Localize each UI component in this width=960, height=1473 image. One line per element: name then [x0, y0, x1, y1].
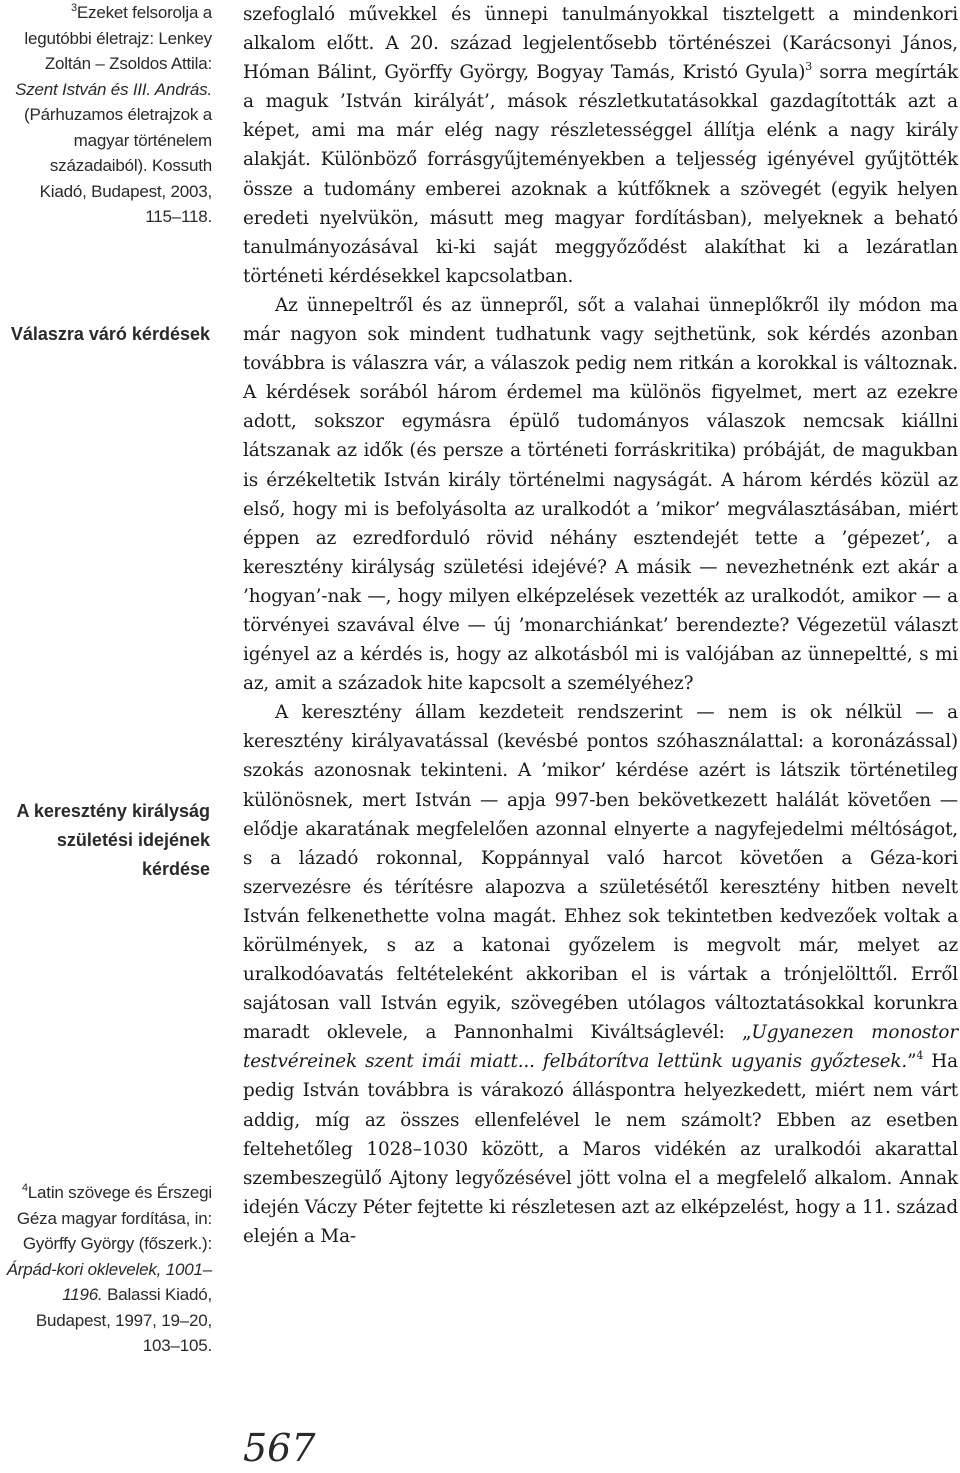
- paragraph-3-text-cont: Ha pedig István továbbra is várakozó álláspontra helyezkedett, miért nem várt addig, míg az összes ellenfelével le nem számolt? Ebben az esetben feltehetőleg 1028–1030 között, a Maros vidékén az uralkodói akarattal szembeszegülő Ajtony legyőzésével jött volna el a megfelelő alkalom. Annak idején Váczy Péter fejtette ki részletesen azt az elképzelést, hogy a 11. század elején a Ma-: [243, 1051, 958, 1247]
- paragraph-3: [243, 698, 958, 1251]
- paragraph-1-text-cont: sorra megírták a maguk ’István királyát’, mások részletkutatásokkal gazdagították azt a képet, ami ma már elég nagy részletességgel állítja elénk a nagy király alakját. Különböző forrásgyűjteményekben a teljesség igényével gyűjtötték össze a tudomány emberei azoknak a kútfőknek a szövegét (egyik helyen eredeti nyelvükön, másutt meg magyar fordításban), melyeknek a beható tanulmányozásával ki-ki saját meggyőződést alakíthat ki a lezáratlan történeti kérdésekkel kapcsolatban.: [243, 62, 959, 287]
- paragraph-1-text: szefoglaló művekkel és ünnepi tanulmányokkal tisztelgett a mindenkori alkalom előtt. A 20. század legjelentősebb történészei (Karácsonyi János, Hóman Bálint, Györffy György, Bogyay Tamás, Kristó Gyula): [243, 4, 958, 84]
- footnote-4-rest: Balassi Kiadó, Budapest, 1997, 19–20, 103–105.: [35, 1285, 212, 1355]
- footnote-3-number: 3: [70, 2, 77, 14]
- footnote-4-text: Latin szövege és Érszegi Géza magyar fordítása, in: Györffy György (főszerk.):: [16, 1183, 212, 1253]
- footnote-4: [0, 1180, 212, 1359]
- main-text: [243, 0, 958, 1251]
- footnote-3-text: Ezeket felsorolja a legutóbbi életrajz: Lenkey Zoltán – Zsoldos Attila:: [24, 3, 212, 73]
- footnote-ref-4: 4: [916, 1049, 924, 1063]
- footnote-4-italic: Árpád-kori oklevelek, 1001–1196.: [6, 1259, 212, 1304]
- margin-column: [0, 0, 212, 1473]
- paragraph-1: [243, 0, 958, 291]
- paragraph-2: Az ünnepeltről és az ünnepről, sőt a valahai ünneplőkről ily módon ma már nagyon sok mindent tudhatunk vagy sejthetünk, sok kérdés azonban továbbra is válaszra vár, a válaszok pedig nem ritkán a korokkal is változnak. A kérdések sorából három érdemel ma különös figyelmet, mert az ezekre adott, sokszor egymásra épülő tudományos válaszok nemcsak kiállni látszanak az idők (és persze a történeti forráskritika) próbáját, de magukban is érzékeltetik István király történelmi nagyságát. A három kérdés közül az első, hogy mi is befolyásolta az uralkodót a ’mikor’ megválasztásában, miért éppen az ezredforduló rövid néhány esztendejét tette a ’gépezet’, a keresztény királyság születési idejévé? A másik — nevezhetnénk ezt akár a ’hogyan’-nak —, hogy milyen elképzelések vezették az uralkodót, amikor — a törvényei szavával élve — új ’monarchiánkat’ berendezte? Végezetül választ igényel az a kérdés is, hogy az alkotásból mi is valójában az ünnepeltté, s mi az, amit a századok hite kapcsolt a személyéhez?: [243, 294, 958, 695]
- footnote-3-italic: Szent István és III. András.: [15, 79, 212, 99]
- footnote-ref-3: 3: [805, 60, 813, 74]
- footnote-3: [0, 0, 212, 230]
- side-heading-answers: Válaszra váró kérdések: [10, 324, 210, 344]
- paragraph-3-text: A keresztény állam kezdeteit rendszerint — nem is ok nélkül — a keresztény királyavatással (kevésbé pontos szóhasználattal: a koronázással) szokás azonosnak tekinteni. A ’mikor’ kérdése azért is látszik történetileg különösnek, mert István — apja 997-ben bekövetkezett halálát követően — elődje akaratának megfelelően azonnal elnyerte a nagyfejedelmi méltóságot, s a lázadó rokonnal, Koppánnyal való harcot követően a Géza-kori szervezésre és térítésre alapozva a születésétől keresztény hitben nevelt István felkenethette volna magát. Ehhez sok tekintetben kedvezőek voltak a körülmények, s az a katonai győzelem is megvolt már, melyet az uralkodóavatás feltételeként akkoriban el is vártak a trónjelölttől. Erről sajátosan vall István egyik, szövegében utólagos változtatásokkal korunkra maradt oklevele, a Pannonhalmi Kiváltságlevél: „: [243, 702, 958, 1044]
- footnote-3-rest: (Párhuzamos életrajzok a magyar történelem századaiból). Kossuth Kiadó, Budapest, 2003, 115–118.: [24, 105, 212, 226]
- paragraph-3-quote: Ugyanezen monostor testvéreinek szent imái miatt... felbátorítva lettünk ugyanis győztesek.: [243, 1022, 958, 1073]
- page-number: 567: [243, 1426, 316, 1470]
- paragraph-3-quote-close: ”: [907, 1051, 917, 1073]
- side-heading-christian-kingdom: A keresztény királyság születési idejének kérdése: [16, 801, 210, 879]
- footnote-4-number: 4: [21, 1182, 28, 1194]
